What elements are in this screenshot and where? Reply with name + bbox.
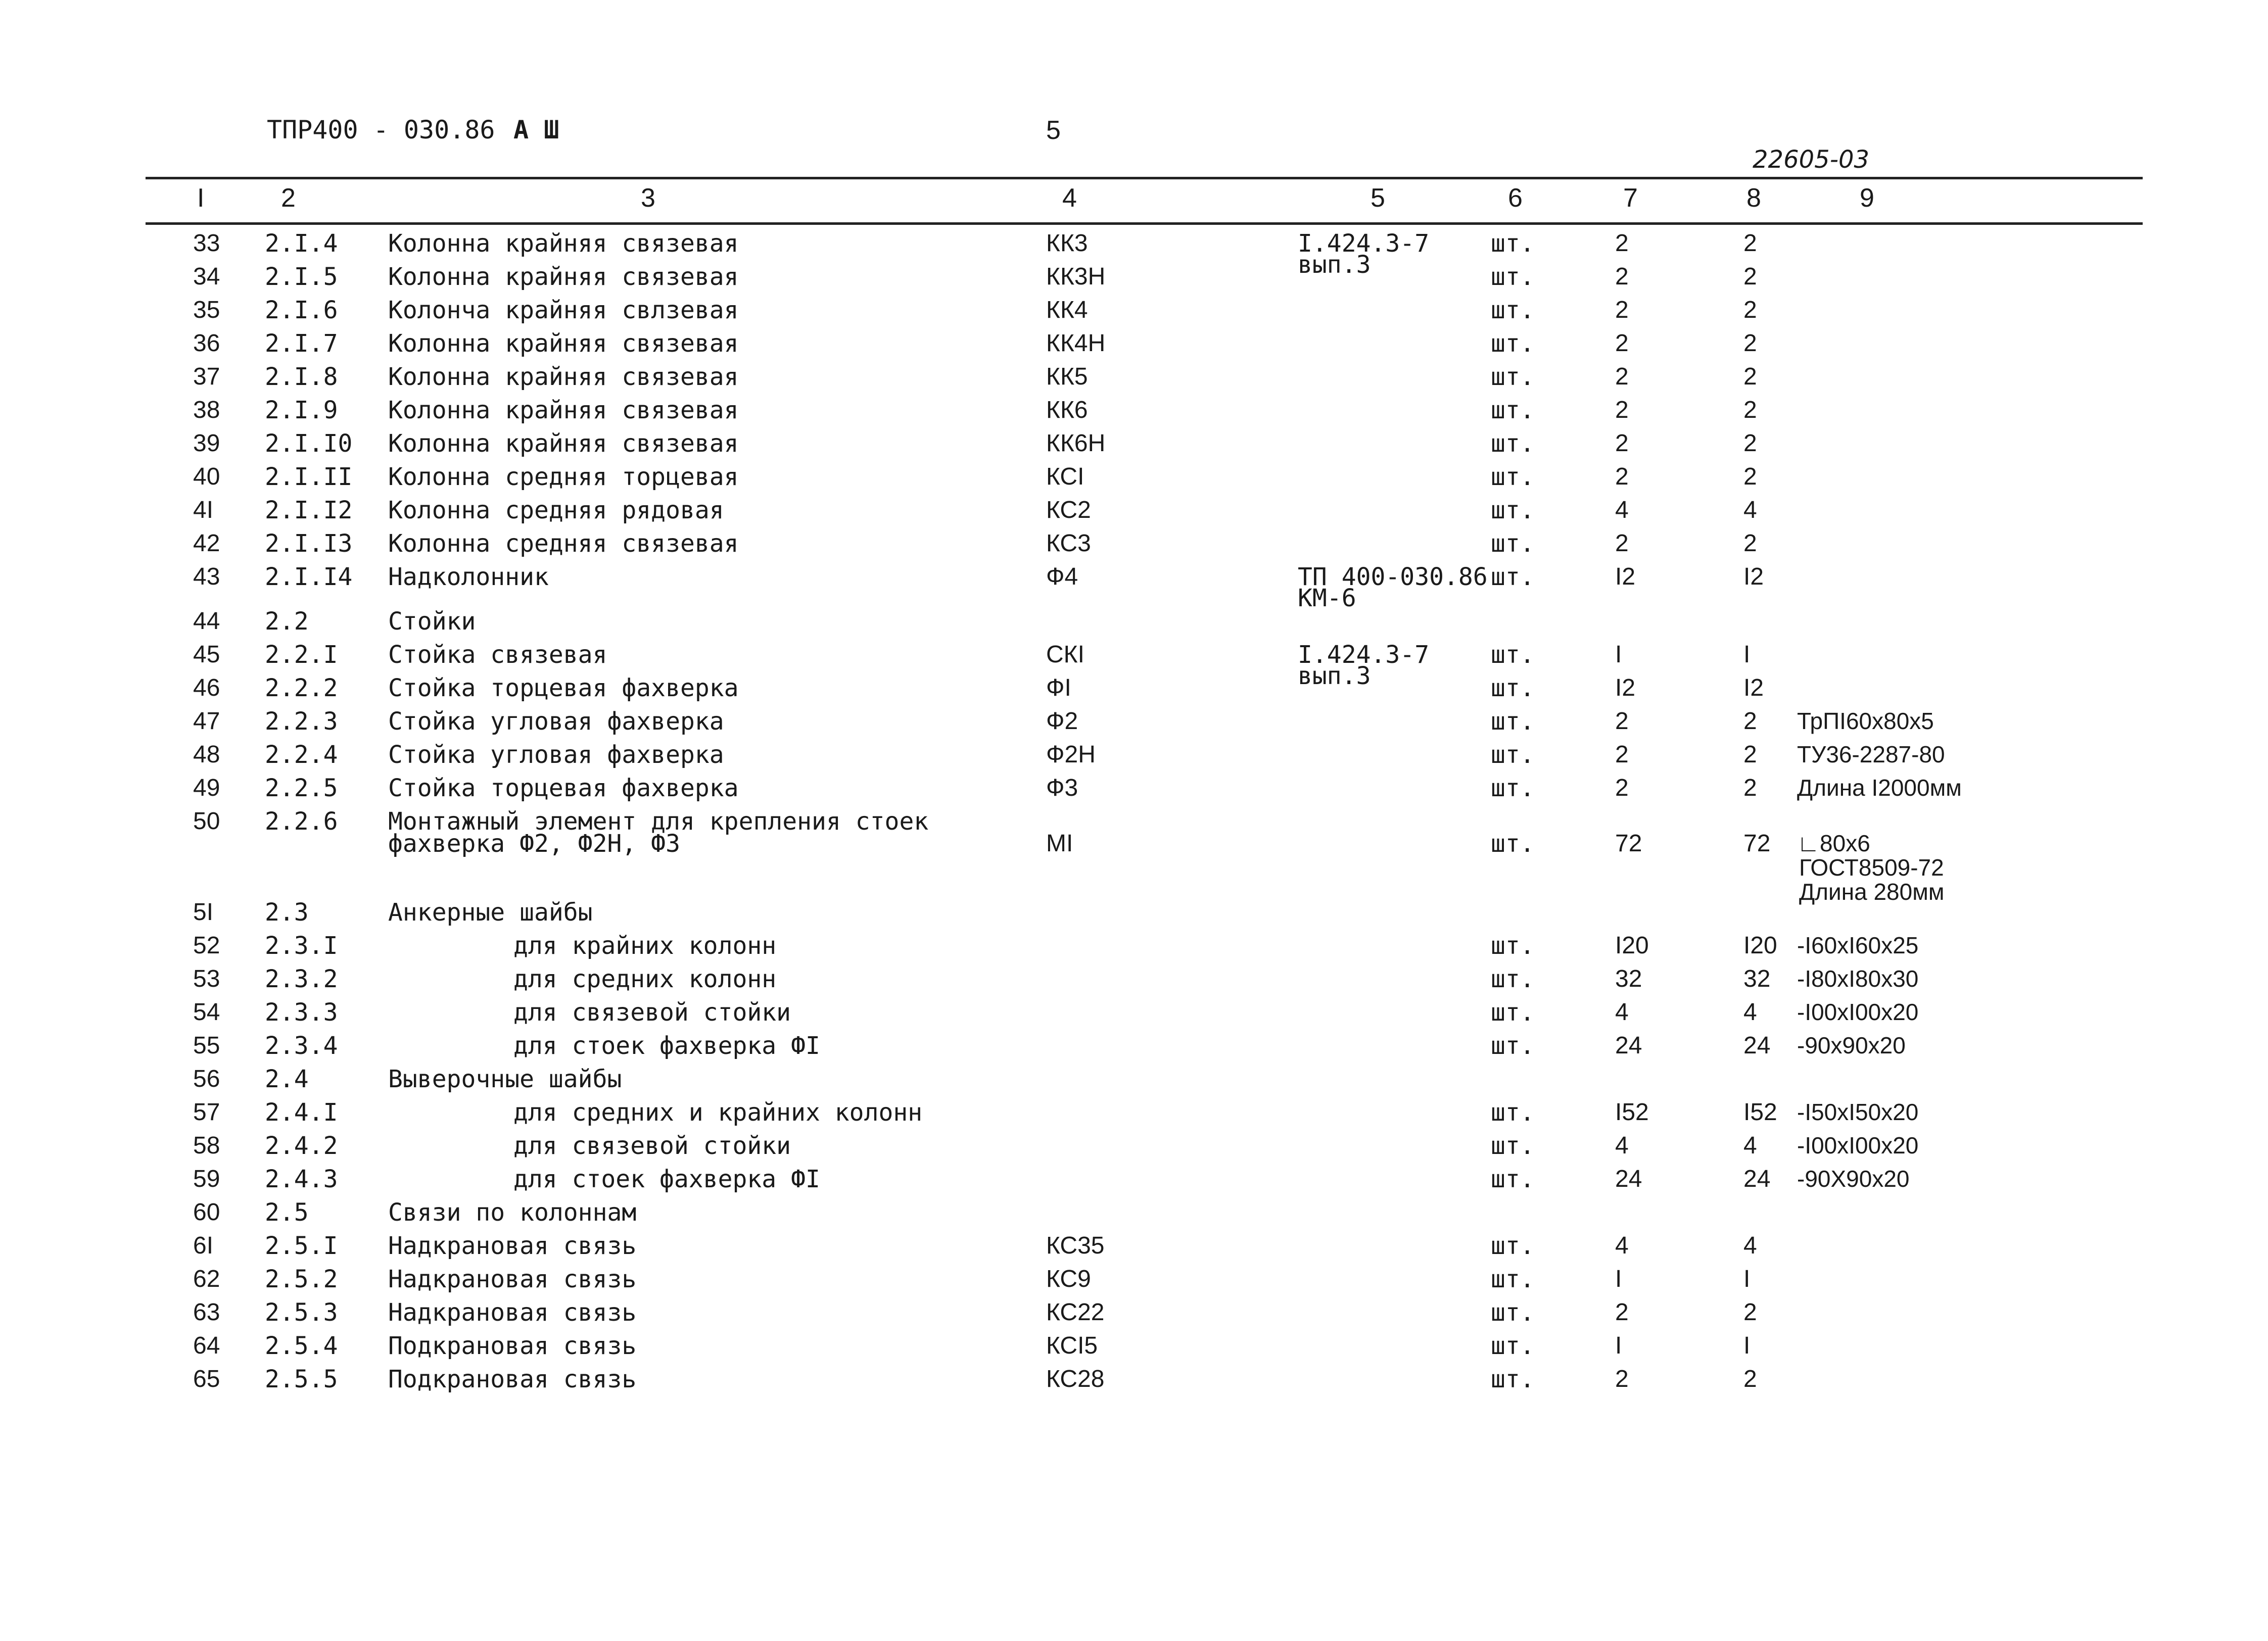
- item-mark: КК4Н: [1046, 330, 1106, 357]
- item-name: Колонна крайняя связевая: [388, 229, 739, 258]
- quantity-2: 4: [1743, 1232, 1757, 1259]
- section-code: 2.5.I: [265, 1232, 338, 1260]
- page-number: 5: [1046, 116, 1061, 145]
- note: ТрПI60х80х5: [1797, 708, 1934, 734]
- quantity-2: I: [1743, 1332, 1751, 1359]
- quantity-1: 2: [1615, 1366, 1629, 1392]
- section-code: 2.4.I: [265, 1098, 338, 1127]
- quantity-1: 2: [1615, 230, 1629, 257]
- quantity-1: I2: [1615, 563, 1636, 590]
- item-name: Монтажный элемент для крепления стоек: [388, 807, 929, 836]
- quantity-1: 2: [1615, 463, 1629, 490]
- item-name: Колонна крайняя связевая: [388, 396, 739, 424]
- row-number: 4I: [193, 497, 214, 523]
- quantity-2: I: [1743, 641, 1751, 668]
- row-number: 46: [193, 674, 220, 701]
- quantity-1: 2: [1615, 708, 1629, 735]
- row-number: 35: [193, 297, 220, 323]
- quantity-2: 2: [1743, 363, 1757, 390]
- quantity-1: I: [1615, 1266, 1622, 1292]
- quantity-1: 2: [1615, 363, 1629, 390]
- row-number: 56: [193, 1066, 220, 1092]
- unit: шт.: [1491, 830, 1535, 858]
- quantity-1: 24: [1615, 1166, 1642, 1192]
- row-number: 48: [193, 741, 220, 768]
- row-number: 43: [193, 563, 220, 590]
- quantity-1: 2: [1615, 530, 1629, 557]
- item-name-line2: фахверка Ф2, Ф2Н, Ф3: [388, 830, 680, 858]
- quantity-1: 4: [1615, 497, 1629, 523]
- row-number: 60: [193, 1199, 220, 1226]
- item-name: для средних колонн: [513, 965, 777, 993]
- section-code: 2.I.5: [265, 263, 338, 291]
- note-line3: Длина 280мм: [1799, 879, 1945, 905]
- row-number: 33: [193, 230, 220, 257]
- quantity-2: 2: [1743, 297, 1757, 323]
- row-number: 63: [193, 1299, 220, 1326]
- item-mark: КК3: [1046, 230, 1088, 257]
- item-name: Надкрановая связь: [388, 1265, 637, 1293]
- quantity-2: 2: [1743, 530, 1757, 557]
- unit: шт.: [1491, 1365, 1535, 1393]
- unit: шт.: [1491, 998, 1535, 1027]
- section-code: 2.I.I3: [265, 529, 353, 558]
- item-name: Стойка торцевая фахверка: [388, 774, 739, 802]
- quantity-2: I2: [1743, 674, 1764, 701]
- item-name: Колонна крайняя связевая: [388, 429, 739, 458]
- item-mark: КК3Н: [1046, 263, 1106, 290]
- unit: шт.: [1491, 429, 1535, 458]
- row-number: 40: [193, 463, 220, 490]
- reference-doc-line2: вып.3: [1298, 251, 1371, 279]
- quantity-1: 2: [1615, 297, 1629, 323]
- row-number: 58: [193, 1132, 220, 1159]
- header-bottom-rule: [146, 222, 2143, 225]
- column-header-9: 9: [1860, 183, 1874, 213]
- item-name: для связевой стойки: [513, 1132, 791, 1160]
- unit: шт.: [1491, 1132, 1535, 1160]
- quantity-1: 2: [1615, 741, 1629, 768]
- unit: шт.: [1491, 1298, 1535, 1327]
- row-number: 39: [193, 430, 220, 457]
- item-mark: Ф3: [1046, 775, 1078, 801]
- reference-doc: I.424.3-7: [1298, 229, 1430, 258]
- row-number: 42: [193, 530, 220, 557]
- quantity-2: 4: [1743, 497, 1757, 523]
- quantity-2: 2: [1743, 463, 1757, 490]
- column-header-6: 6: [1508, 183, 1523, 213]
- quantity-2: 2: [1743, 263, 1757, 290]
- quantity-2: 2: [1743, 708, 1757, 735]
- unit: шт.: [1491, 774, 1535, 802]
- unit: шт.: [1491, 641, 1535, 669]
- unit: шт.: [1491, 932, 1535, 960]
- row-number: 65: [193, 1366, 220, 1392]
- row-number: 6I: [193, 1232, 214, 1259]
- document-code: ТПР400 - 030.86: [267, 115, 495, 144]
- unit: шт.: [1491, 229, 1535, 258]
- section-code: 2.5.3: [265, 1298, 338, 1327]
- quantity-2: I2: [1743, 563, 1764, 590]
- item-mark: КС28: [1046, 1366, 1105, 1392]
- quantity-1: 2: [1615, 775, 1629, 801]
- unit: шт.: [1491, 396, 1535, 424]
- section-code: 2.I.8: [265, 363, 338, 391]
- section-code: 2.4.3: [265, 1165, 338, 1193]
- item-mark: КК4: [1046, 297, 1088, 323]
- row-number: 50: [193, 808, 220, 835]
- quantity-2: 2: [1743, 1366, 1757, 1392]
- note: -90Х90х20: [1797, 1166, 1910, 1192]
- item-name: Колонна крайняя связевая: [388, 363, 739, 391]
- quantity-2: 24: [1743, 1166, 1771, 1192]
- section-code: 2.4: [265, 1065, 309, 1093]
- row-number: 64: [193, 1332, 220, 1359]
- note: ∟80х6: [1797, 830, 1870, 856]
- note: Длина I2000мм: [1797, 775, 1962, 801]
- section-code: 2.I.6: [265, 296, 338, 324]
- quantity-1: I20: [1615, 932, 1649, 959]
- row-number: 5I: [193, 899, 214, 926]
- unit: шт.: [1491, 496, 1535, 524]
- unit: шт.: [1491, 1032, 1535, 1060]
- row-number: 34: [193, 263, 220, 290]
- column-header-3: 3: [641, 183, 655, 213]
- section-code: 2.3.2: [265, 965, 338, 993]
- item-mark: Ф2: [1046, 708, 1078, 735]
- row-number: 37: [193, 363, 220, 390]
- item-mark: КК5: [1046, 363, 1088, 390]
- quantity-1: 24: [1615, 1032, 1642, 1059]
- section-code: 2.2.4: [265, 741, 338, 769]
- note-line2: ГОСТ8509-72: [1799, 854, 1944, 881]
- quantity-2: 2: [1743, 741, 1757, 768]
- item-name: Стойка связевая: [388, 641, 607, 669]
- column-header-5: 5: [1371, 183, 1385, 213]
- section-code: 2.I.7: [265, 329, 338, 358]
- quantity-1: 2: [1615, 330, 1629, 357]
- section-code: 2.3.4: [265, 1032, 338, 1060]
- note: -I50хI50х20: [1797, 1099, 1919, 1125]
- item-mark: Ф4: [1046, 563, 1078, 590]
- item-mark: КК6Н: [1046, 430, 1106, 457]
- item-name: Подкрановая связь: [388, 1365, 637, 1393]
- item-mark: КС35: [1046, 1232, 1105, 1259]
- item-name: Стойка торцевая фахверка: [388, 674, 739, 702]
- section-code: 2.5.5: [265, 1365, 338, 1393]
- quantity-2: 2: [1743, 775, 1757, 801]
- item-name: Надкрановая связь: [388, 1298, 637, 1327]
- row-number: 36: [193, 330, 220, 357]
- header-top-rule: [146, 177, 2143, 179]
- section-code: 2.3.I: [265, 932, 338, 960]
- section-code: 2.2.6: [265, 807, 338, 836]
- column-header-7: 7: [1623, 183, 1638, 213]
- note: -I60хI60х25: [1797, 932, 1919, 958]
- album-label: А Ш: [513, 115, 559, 144]
- quantity-1: I: [1615, 641, 1622, 668]
- item-mark: КСI: [1046, 463, 1084, 490]
- quantity-2: 2: [1743, 330, 1757, 357]
- item-name: Колонна крайняя связевая: [388, 329, 739, 358]
- unit: шт.: [1491, 263, 1535, 291]
- reference-doc: I.424.3-7: [1298, 641, 1430, 669]
- column-header-1: I: [197, 183, 205, 213]
- unit: шт.: [1491, 1165, 1535, 1193]
- section-code: 2.I.4: [265, 229, 338, 258]
- handwritten-code: 22605-03: [1753, 146, 1870, 174]
- item-mark: КСI5: [1046, 1332, 1098, 1359]
- row-number: 53: [193, 966, 220, 992]
- quantity-2: 32: [1743, 966, 1771, 992]
- row-number: 54: [193, 999, 220, 1026]
- unit: шт.: [1491, 563, 1535, 591]
- item-mark: МI: [1046, 830, 1073, 857]
- section-code: 2.2.3: [265, 707, 338, 736]
- section-code: 2.2.2: [265, 674, 338, 702]
- column-header-4: 4: [1062, 183, 1077, 213]
- quantity-2: 24: [1743, 1032, 1771, 1059]
- item-name: для стоек фахверка ФI: [513, 1165, 820, 1193]
- unit: шт.: [1491, 741, 1535, 769]
- section-code: 2.5: [265, 1198, 309, 1227]
- unit: шт.: [1491, 1332, 1535, 1360]
- item-name: для средних и крайних колонн: [513, 1098, 923, 1127]
- row-number: 38: [193, 397, 220, 423]
- quantity-2: 4: [1743, 1132, 1757, 1159]
- column-header-8: 8: [1746, 183, 1761, 213]
- reference-doc-line2: вып.3: [1298, 662, 1371, 690]
- unit: шт.: [1491, 1098, 1535, 1127]
- item-mark: Ф2Н: [1046, 741, 1096, 768]
- quantity-1: 32: [1615, 966, 1642, 992]
- item-name: Стойки: [388, 607, 476, 636]
- item-name: Колонна средняя торцевая: [388, 463, 739, 491]
- item-mark: КС9: [1046, 1266, 1091, 1292]
- item-name: Анкерные шайбы: [388, 898, 593, 927]
- section-code: 2.I.I4: [265, 563, 353, 591]
- section-code: 2.I.9: [265, 396, 338, 424]
- item-name: Колонна крайняя связевая: [388, 263, 739, 291]
- quantity-1: 72: [1615, 830, 1642, 857]
- note: ТУ36-2287-80: [1797, 741, 1945, 767]
- section-code: 2.5.4: [265, 1332, 338, 1360]
- unit: шт.: [1491, 707, 1535, 736]
- item-name: Связи по колоннам: [388, 1198, 637, 1227]
- row-number: 62: [193, 1266, 220, 1292]
- item-name: Колонча крайняя свлзевая: [388, 296, 739, 324]
- item-name: Колонна средняя рядовая: [388, 496, 724, 524]
- unit: шт.: [1491, 529, 1535, 558]
- section-code: 2.3: [265, 898, 309, 927]
- quantity-1: 2: [1615, 1299, 1629, 1326]
- section-code: 2.2.5: [265, 774, 338, 802]
- section-code: 2.3.3: [265, 998, 338, 1027]
- row-number: 44: [193, 608, 220, 635]
- item-mark: КС2: [1046, 497, 1091, 523]
- row-number: 57: [193, 1099, 220, 1126]
- quantity-2: I52: [1743, 1099, 1777, 1126]
- section-code: 2.I.I2: [265, 496, 353, 524]
- item-name: Надколонник: [388, 563, 549, 591]
- quantity-1: 2: [1615, 430, 1629, 457]
- item-name: Выверочные шайбы: [388, 1065, 622, 1093]
- quantity-1: 4: [1615, 1232, 1629, 1259]
- quantity-1: I: [1615, 1332, 1622, 1359]
- note: -90х90х20: [1797, 1032, 1906, 1058]
- item-mark: КС3: [1046, 530, 1091, 557]
- quantity-1: 2: [1615, 263, 1629, 290]
- note: -I80хI80х30: [1797, 966, 1919, 992]
- quantity-1: I2: [1615, 674, 1636, 701]
- item-name: Колонна средняя связевая: [388, 529, 739, 558]
- section-code: 2.2.I: [265, 641, 338, 669]
- row-number: 45: [193, 641, 220, 668]
- item-mark: ФI: [1046, 674, 1071, 701]
- section-code: 2.4.2: [265, 1132, 338, 1160]
- unit: шт.: [1491, 674, 1535, 702]
- unit: шт.: [1491, 296, 1535, 324]
- unit: шт.: [1491, 463, 1535, 491]
- unit: шт.: [1491, 363, 1535, 391]
- item-mark: СКI: [1046, 641, 1084, 668]
- note: -I00хI00х20: [1797, 999, 1919, 1025]
- item-name: для стоек фахверка ФI: [513, 1032, 820, 1060]
- unit: шт.: [1491, 1265, 1535, 1293]
- quantity-1: I52: [1615, 1099, 1649, 1126]
- item-name: Стойка угловая фахверка: [388, 707, 724, 736]
- row-number: 59: [193, 1166, 220, 1192]
- item-name: для крайних колонн: [513, 932, 777, 960]
- quantity-1: 4: [1615, 1132, 1629, 1159]
- quantity-2: 2: [1743, 397, 1757, 423]
- unit: шт.: [1491, 329, 1535, 358]
- row-number: 52: [193, 932, 220, 959]
- reference-doc-line2: КМ-6: [1298, 584, 1356, 612]
- quantity-2: I20: [1743, 932, 1777, 959]
- quantity-2: 4: [1743, 999, 1757, 1026]
- quantity-2: I: [1743, 1266, 1751, 1292]
- item-name: Подкрановая связь: [388, 1332, 637, 1360]
- item-name: Стойка угловая фахверка: [388, 741, 724, 769]
- row-number: 47: [193, 708, 220, 735]
- column-header-2: 2: [281, 183, 296, 213]
- quantity-1: 4: [1615, 999, 1629, 1026]
- unit: шт.: [1491, 965, 1535, 993]
- item-mark: КК6: [1046, 397, 1088, 423]
- quantity-1: 2: [1615, 397, 1629, 423]
- item-mark: КС22: [1046, 1299, 1105, 1326]
- quantity-2: 2: [1743, 230, 1757, 257]
- row-number: 55: [193, 1032, 220, 1059]
- row-number: 49: [193, 775, 220, 801]
- unit: шт.: [1491, 1232, 1535, 1260]
- quantity-2: 72: [1743, 830, 1771, 857]
- section-code: 2.I.I0: [265, 429, 353, 458]
- item-name: для связевой стойки: [513, 998, 791, 1027]
- section-code: 2.I.II: [265, 463, 353, 491]
- item-name: Надкрановая связь: [388, 1232, 637, 1260]
- quantity-2: 2: [1743, 430, 1757, 457]
- quantity-2: 2: [1743, 1299, 1757, 1326]
- note: -I00хI00х20: [1797, 1132, 1919, 1159]
- section-code: 2.5.2: [265, 1265, 338, 1293]
- reference-doc: ТП 400-030.86: [1298, 563, 1488, 591]
- section-code: 2.2: [265, 607, 309, 636]
